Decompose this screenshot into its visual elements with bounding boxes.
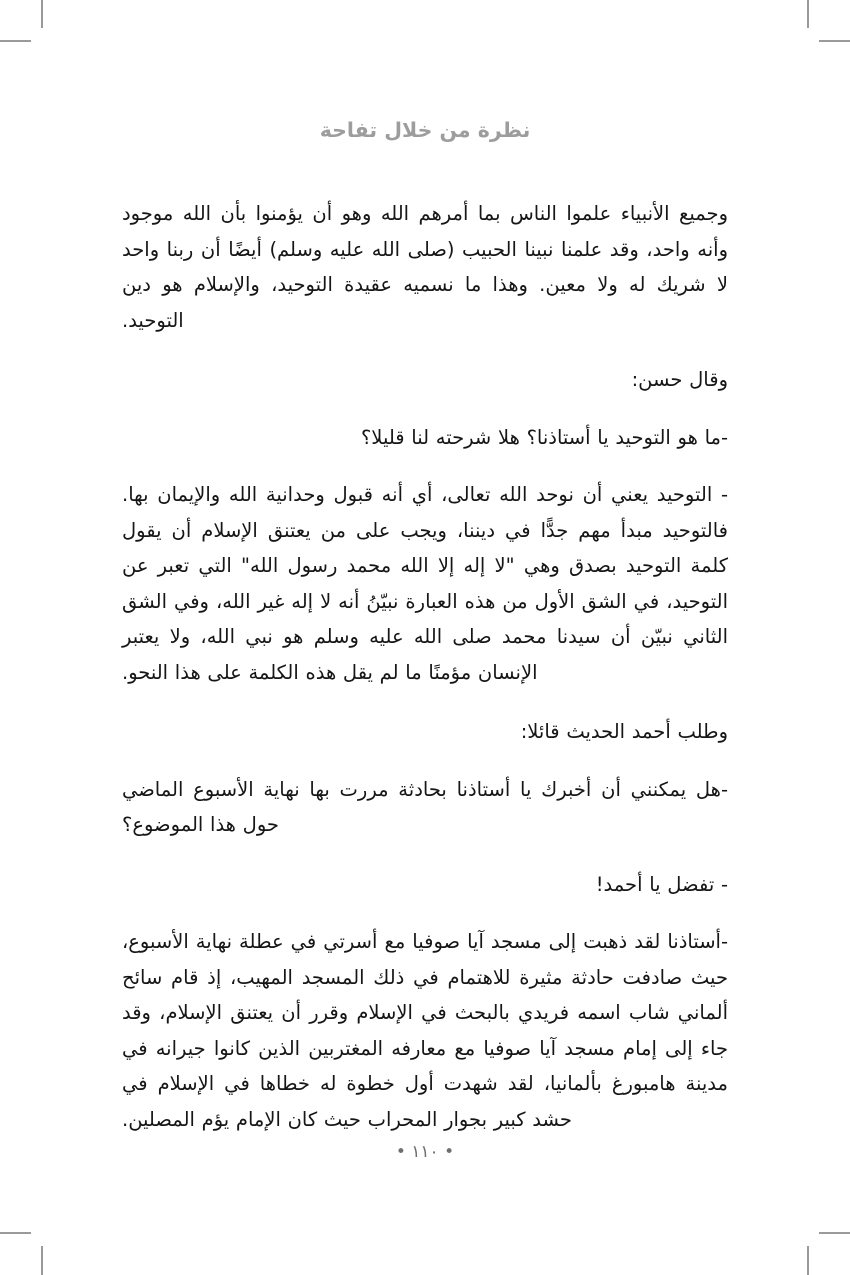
folio-dot-right: • [395,1142,406,1162]
body-text [122,196,728,1161]
crop-mark-top-left-vertical [41,0,43,28]
paragraph-hagia-sophia-story: -أستاذنا لقد ذهبت إلى مسجد آيا صوفيا مع أسرتي في عطلة نهاية الأسبوع، حيث صادفت حادثة مثيرة للاهتمام في ذلك المسجد المهيب، إذ قام سائح ألماني شاب اسمه فريدي بالبحث في الإسلام وقرر أن يعتنق الإسلام، وقد جاء إلى إمام مسجد آيا صوفيا مع معارفه المغتربين الذين كانوا جيرانه في مدينة هامبورغ بألمانيا، لقد شهدت أول خطوة له خطاها في الإسلام في حشد كبير بجوار المحراب حيث كان الإمام يؤم المصلين. [122,930,728,1131]
folio-number: ١١٠ [411,1142,439,1162]
paragraph-prophets-tawhid: وجميع الأنبياء علموا الناس بما أمرهم الله وهو أن يؤمنوا بأن الله موجود وأنه واحد، وقد علمنا نبينا الحبيب (صلى الله عليه وسلم) أيضًا أن ربنا واحد لا شريك له ولا معين. وهذا ما نسميه عقيدة التوحيد، والإسلام هو دين التوحيد. [122,202,728,332]
running-head: نظرة من خلال تفاحة [319,118,531,142]
paragraph-ahmad-question: -هل يمكنني أن أخبرك يا أستاذنا بحادثة مررت بها نهاية الأسبوع الماضي حول هذا الموضوع؟ [122,777,728,836]
page-number-footer [122,1142,728,1162]
crop-mark-top-right-horizontal [819,40,850,42]
crop-mark-bottom-right-vertical [807,1246,809,1275]
crop-mark-bottom-right-horizontal [819,1232,850,1234]
paragraph-tawhid-explained: - التوحيد يعني أن نوحد الله تعالى، أي أنه قبول وحدانية الله والإيمان بها. فالتوحيد مبدأ مهم جدًّا في ديننا، ويجب على من يعتنق الإسلام أن يقول كلمة التوحيد بصدق وهي "لا إله إلا الله محمد رسول الله" التي تعبر عن التوحيد، في الشق الأول من هذه العبارة نبيّنُ أنه لا إله غير الله، وفي الشق الثاني نبيّن أن سيدنا محمد صلى الله عليه وسلم هو نبي الله، ولا يعتبر الإنسان مؤمنًا ما لم يقل هذه الكلمة على هذا النحو. [122,483,728,684]
paragraph-go-ahead: - تفضل يا أحمد! [595,872,728,896]
folio-dot-left: • [444,1142,455,1162]
crop-mark-top-right-vertical [807,0,809,28]
crop-mark-bottom-left-vertical [41,1246,43,1275]
paragraph-hasan-question: -ما هو التوحيد يا أستاذنا؟ هلا شرحته لنا قليلا؟ [360,425,728,449]
page-text-block [122,0,728,1275]
crop-mark-bottom-left-horizontal [0,1232,31,1234]
paragraph-ahmad-asked: وطلب أحمد الحديث قائلا: [520,720,728,743]
paragraph-hasan-said: وقال حسن: [631,368,728,391]
crop-mark-top-left-horizontal [0,40,31,42]
